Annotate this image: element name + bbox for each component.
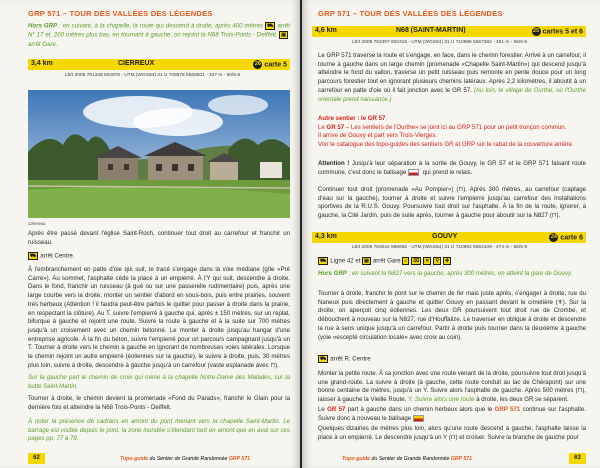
paragraph-2 — [318, 186, 586, 221]
map-number: 25 — [532, 28, 540, 34]
box-line-1a: Le — [318, 123, 327, 131]
hors-grp-label: Hors GRP — [28, 22, 58, 30]
photo-caption: Cierreux. — [28, 221, 47, 226]
paragraph-1-text: Le GRP 571 traverse la route et s'engage, en face, dans le chemin forestier. Arrivé à un carrefour, il tourne à gauche dans un large chemin (promenade «Chapelle Saint-Martin») qui descend jusqu'à atteindre le fond du vallon, traverse un petit ruisseau puis remonte en pente douce pour un long parcours forestier tout en ignorant plusieurs chemins latéraux. Après 2,2 kilomètres, il aboutit à un carrefour en patte d'oie où il fait jonction avec le GR 57. — [318, 52, 586, 94]
train-icon: ▣ — [281, 32, 286, 39]
attention-lead: Attention ! — [318, 160, 350, 167]
running-head-right: GRP 571 – TOUR DES VALLÉES DES LÉGENDES — [318, 9, 503, 18]
bench-icon: ⊓ — [577, 387, 583, 395]
bike-icon: ⚲ — [435, 258, 440, 264]
stage-coordinates: Lbrt 2008 763044 596655 - UTM (WGS84) 31 U 710992 5564109 - 474 m - 56/5-6 — [352, 245, 528, 250]
paragraph-2 — [28, 266, 290, 370]
bus-stop-icon: ⛟ — [267, 23, 274, 29]
paragraph-4 — [318, 370, 586, 405]
gr57-info-box — [318, 115, 586, 158]
bed-icon: ⌂ — [404, 258, 408, 264]
intro-text: : en suivant, à la chapelle, la route qui descend à droite, après 400 mètres — [57, 22, 266, 30]
village-photo — [28, 90, 290, 218]
paragraph-6-tail: ) et croiser. Suivre la branche de gauche pour — [455, 433, 579, 441]
train-icon: ▣ — [364, 258, 369, 264]
map-number: 26 — [254, 61, 261, 67]
stage-distance: 4,3 km — [315, 233, 337, 240]
paragraph-4-text-b: ), laisser à gauche la Vieille Route. — [318, 387, 586, 404]
p5d: GRP 571 — [494, 406, 521, 413]
stage-coordinates: Lbrt 2008 762497 602318 - UTM (WGS84) 31 U 710996 5567382 - 481 m - 56/5-6 — [352, 40, 528, 45]
services-line-text: Ligne 42 et — [330, 257, 363, 265]
map-label: cartes 5 et 6 — [542, 28, 583, 36]
paragraph-2-text-b: ). Après 300 mètres, au carrefour (captage d'eau sur la gauche), tourner à droite et suivre l'empierré jusqu'au carrefour des installations sportives de la R.U.S. Gouvy. Poursuivre tout droit sur l'asphalte. À la fin de la route, ignorer, à gauche, la Cité Jardin, puis de suite après, tourner à gauche pour aboutir sur la N827 ( — [318, 186, 586, 220]
paragraph-3 — [318, 290, 586, 342]
map-label: carte 5 — [264, 61, 287, 69]
paragraph-1-note: (Au loin, le village de Ourthe, où l'Ourthe orientale prend naissance.) — [318, 86, 586, 103]
footer-brand: Topo-guide — [342, 456, 371, 462]
map-label: carte 6 — [560, 234, 583, 242]
intro-stop2: arrêt Gare. — [28, 40, 58, 48]
stage-distance: 4,6 km — [315, 27, 337, 34]
right-page — [302, 0, 600, 468]
intro-paragraph — [28, 22, 290, 49]
stage-coordinates: Lbrt 2008 761338 604878 - UTM (WGS84) 31 U 708878 5569501 - 437 m - 56/5-6 — [65, 73, 241, 78]
intro-tail: et, 200 mètres plus bas, en tournant à gauche, on rejoint la N68 Trois-Ponts - Deiffelt. — [43, 31, 280, 39]
stage-map — [549, 233, 583, 242]
p5a: Le — [318, 406, 328, 413]
green-note-1: Sur la gauche part le chemin de croix qui mène à la chapelle Notre-Dame des Malades, sur la butte Saint-Martin. — [28, 374, 290, 390]
stop-centre-line — [318, 355, 586, 364]
bench-icon: ⊓ — [450, 433, 456, 441]
paragraph-2-tail: ). — [556, 212, 561, 220]
footer-code: GRP 571 — [450, 456, 472, 462]
paragraph-1: Après être passé devant l'église Saint-Roch, continuer tout droit au carrefour et franchir un ruisseau. — [28, 230, 290, 246]
bus-stop-icon: ⛟ — [30, 253, 37, 259]
page-number-right: 63 — [569, 453, 586, 464]
bus-stop-icon: ⛟ — [320, 356, 327, 362]
hors-grp-text: : en suivant la N827 vers la gauche, après 300 mètres, on atteint la gare de Gouvy. — [346, 270, 573, 277]
paragraph-5 — [318, 406, 586, 424]
map-number: 24 — [550, 234, 557, 240]
box-line-1 — [318, 124, 586, 133]
restaurant-icon: ✕ — [425, 258, 430, 264]
footer-left — [120, 456, 250, 462]
bench-icon: ⊓ — [551, 212, 557, 220]
box-line-2: Il arrive de Gouvy et part vers Trois-Vierges. — [318, 132, 438, 140]
stage-bar-n68 — [312, 26, 586, 37]
paragraph-1 — [318, 52, 586, 104]
stage-bar-gouvy — [312, 232, 586, 243]
box-line-1b: GR 57 — [326, 123, 345, 131]
bench-icon: ⊓ — [270, 361, 276, 369]
intro-stop: arrêt N° 17 — [28, 22, 290, 39]
stage-name: N68 (SAINT-MARTIN) — [396, 27, 466, 34]
stage-map — [532, 27, 583, 36]
stop-centre-label: arrêt Centre. — [40, 252, 75, 260]
box-line-3: Voir le catalogue des topo-guides des sentiers GR et GRP sur le rabat de la couverture arrière. — [318, 141, 574, 149]
footer-brand: Topo-guide — [120, 456, 149, 462]
paragraph-2-text: Continuer tout droit (promenade «Au Pompier») ( — [318, 186, 459, 193]
stop-centre-line — [28, 252, 290, 261]
attention-tail: qui prend le relais. — [420, 168, 473, 176]
shop-icon: ⌧ — [413, 258, 420, 264]
paragraph-6-text: Quelques dizaines de mètres plus loin, alors qu'une route descend à gauche, l'asphalte laisse la place à un empierré. Le descendre jusqu'à un Y ( — [318, 425, 586, 441]
green-note-2: À noter la présence de cadrans en amont du pont menant vers la chapelle Saint-Martin. Le barrage est visible depuis le pont, la zone inondée s'étendant tant en amont que en aval sur ces pages pp. 77 à 79. — [28, 418, 290, 443]
running-head-left: GRP 571 – TOUR DES VALLÉES DES LÉGENDES — [28, 9, 213, 18]
page-number-left: 62 — [28, 453, 45, 464]
stage-distance: 3,4 km — [31, 60, 53, 67]
stop-centre-label: arrêt R. Centre — [330, 355, 371, 363]
p5c: part à gauche dans un chemin herbeux alors que le — [345, 406, 495, 413]
church-icon: ✝ — [557, 298, 563, 306]
footer-text: du Sentier de Grande Randonnée — [370, 456, 451, 462]
bench-icon: ⊓ — [458, 186, 464, 193]
stage-map — [253, 60, 287, 69]
footer-text: du Sentier de Grande Randonnée — [148, 456, 229, 462]
stage-name: CIERREUX — [118, 60, 155, 67]
box-line-1c: – Les sentiers de l'Ourthe» se joint ici au GRP 571 pour un petit tronçon commun. — [344, 123, 567, 131]
paragraph-6 — [318, 425, 586, 442]
stage-name: GOUVY — [432, 233, 458, 240]
paragraph-4-note: Y. Suivre alors une route — [408, 396, 475, 404]
paragraph-2-tail: ). — [275, 361, 279, 369]
services-stop: arrêt Gare — [372, 257, 401, 265]
hors-grp-paragraph — [318, 270, 586, 279]
paragraph-3-text-b: ). Sur la droite, on aperçoit cinq éoliennes. Les deux GR poursuivent tout droit rue de Crombe, et débouchent à nouveau sur la N827, rue d'Houffalize. Le traverser en oblique à droite et descendre la rue à sens unique jusqu'à un carrefour. Partir à droite puis tourner dans la deuxième à gauche (voie «escepté circulation locale» avec croix au coin). — [318, 298, 586, 341]
paragraph-3: Tourner à droite, le chemin devient la promenade «Fond du Parads», franchir le Glain pour la dernière fois et atteindre la N68 Trois-Ponts - Deiffelt. — [28, 395, 290, 411]
attention-paragraph — [318, 160, 586, 178]
paragraph-4-text: Monter la petite route. À sa jonction avec une route venant de la droite, poursuivre tout droit jusqu'à une grand-route. La suivre à droite (à gauche, cette route conduit au lac de Chérapont) sur une bonne centaine de mètres, jusqu'à un Y. Suivre alors l'asphalte de gauche. Après 500 mètres ( — [318, 370, 586, 395]
paragraph-3-text: Tourner à droite, franchir le pont sur le chemin de fer mais juste après, s'engager à droite, rue du Naneux puis directement à gauche et quitter Gouvy en passant devant le cimetière ( — [318, 290, 586, 306]
red-white-blaze-icon — [408, 169, 419, 176]
p5b: GR 57 — [327, 406, 346, 413]
hors-grp-label: Hors GRP — [318, 270, 347, 277]
bus-stop-icon: ⛟ — [320, 258, 327, 264]
footer-right — [342, 456, 472, 462]
footer-code: GRP 571 — [228, 456, 250, 462]
paragraph-2-text: À l'embranchement en patte d'oie qui suit, le tracé s'engage dans la voie médiane (gîte «Pré Carré»). Au sommet, l'asphalte cède la place à un empierré. À l'Y qui suit, descendre à droite. Dans le fond, franchir un ruisseau (à gué ou sur une passerelle rudimentaire) puis, après une large courbe vers la droite, monter un sentier d'abord en sous-bois, puis entre prairies, souvent très herbeux (Attention ! il faudra peut-être parfois le quitter pour passer à droite dans la prairie, en respectant la clôture). Au T, suivre l'empierré à gauche qui, après ± 150 mètres, sur un replat, bifurque à gauche et rejoint une route. Suivre la route à gauche et à la suite sur 700 mètres jusqu'à un croisement avec un chemin bétonné. Le monter à droite jusqu'au hangar d'une entreprise agricole. À la fin du béton, suivre l'empierré pour un parcours campagnard jusqu'à un T. Tourner à droite vers le chemin à gauche en ignorant de nombreuses voies latérales. Lorsque le chemin rejoint un autre empierré (éoliennes sur la gauche), le suivre à droite, puis, 30 mètres plus loin, suivre à droite, descendre à gauche jusqu'à un carrefour (vaste esplanade avec — [28, 266, 290, 369]
services-line — [318, 257, 586, 266]
village-photo-illustration — [28, 90, 290, 218]
yellow-red-blaze-icon — [413, 415, 424, 422]
p5e: continue sur l'asphalte. Suivre donc à nouveau le balisage — [318, 406, 586, 422]
attention-text: Jusqu'à leur séparation à la sortie de Gouvy, le GR 57 et le GRP 571 faisant route commune, c'est donc le balisage — [318, 160, 586, 176]
paragraph-4-tail: à droite, les deux GR se séparent. — [474, 396, 569, 404]
health-icon: ✚ — [445, 258, 450, 264]
box-title: Autre sentier : le GR 57 — [318, 115, 386, 122]
stage-bar-cierreux — [28, 59, 290, 70]
